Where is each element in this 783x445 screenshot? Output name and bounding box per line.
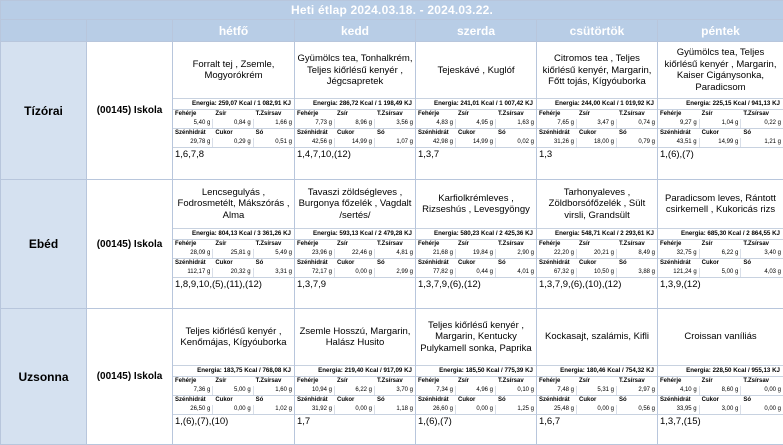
nutrition-grid-top [416, 240, 536, 259]
protein-label: Fehérje [297, 378, 319, 385]
dish-name: Teljes kiőrlésű kenyér , Kenőmájas, Kígyóuborka [180, 325, 287, 349]
nutrition-grid-bottom [173, 259, 294, 278]
sat-fat-value: 1,60 g [275, 387, 292, 394]
nutrition-grid-bottom [416, 396, 536, 415]
allergen-codes: 1,(6),(7),(10) [175, 416, 229, 428]
protein-value: 22,20 g [537, 249, 577, 258]
salt-value: 0,00 g [764, 406, 781, 413]
salt-label: Só [619, 130, 627, 137]
salt-label: Só [498, 397, 506, 404]
sugar-label: Cukor [337, 260, 355, 267]
menu-cell [416, 42, 537, 180]
carb-label: Szénhidrát [175, 260, 206, 267]
protein-label: Fehérje [175, 241, 197, 248]
menu-cell [537, 42, 658, 180]
salt-value: 1,07 g [396, 139, 413, 146]
sugar-value: 20,32 g [213, 268, 253, 277]
org-name: (00145) Iskola [87, 42, 173, 180]
sugar-value: 0,00 g [335, 268, 375, 277]
protein-value: 7,36 g [173, 386, 213, 395]
dish-name: Gyümölcs tea, Tonhalkrém, Teljes kiőrlésű kenyér , Jégcsapretek [297, 53, 413, 88]
energy-value: Energia: 228,50 Kcal / 955,13 KJ [658, 365, 783, 377]
fat-value: 25,81 g [213, 249, 253, 258]
sugar-value: 0,00 g [335, 405, 375, 414]
sugar-label: Cukor [337, 130, 355, 137]
allergen-codes: 1,3,7,9,(6),(10),(12) [539, 279, 622, 291]
sugar-label: Cukor [579, 397, 597, 404]
salt-value: 4,03 g [764, 269, 781, 276]
meal-row-snack [1, 309, 783, 445]
dish-name: Karfiolkrémleves , Rizseshús , Levesgyöngy [422, 192, 530, 216]
dish-name: Croissan vaníliás [684, 331, 757, 343]
meal-name: Tízórai [1, 42, 87, 180]
protein-label: Fehérje [660, 241, 682, 248]
allergen-codes: 1,8,9,10,(5),(11),(12) [175, 279, 262, 291]
fat-label: Zsír [215, 111, 227, 118]
salt-value: 0,79 g [638, 139, 655, 146]
fat-label: Zsír [215, 241, 227, 248]
dish-name: Zsemle Hosszú, Margarin, Halász Husito [299, 325, 411, 349]
carb-value: 26,60 g [416, 405, 456, 414]
meal-name: Uzsonna [1, 309, 87, 445]
energy-value: Energia: 259,07 Kcal / 1 082,91 KJ [173, 98, 294, 110]
sat-fat-label: T.Zsírsav [743, 111, 770, 118]
carb-label: Szénhidrát [418, 260, 449, 267]
org-header [87, 20, 173, 42]
fat-label: Zsír [458, 241, 470, 248]
nutrition-grid-top [537, 110, 657, 129]
allergen-codes: 1,7 [297, 416, 311, 428]
menu-cell [173, 42, 295, 180]
salt-label: Só [743, 397, 751, 404]
carb-value: 43,51 g [658, 138, 700, 147]
energy-value: Energia: 183,75 Kcal / 768,08 KJ [173, 365, 294, 377]
nutrition-grid-top [295, 240, 415, 259]
nutrition-grid-top [416, 377, 536, 396]
nutrition-grid-top [416, 110, 536, 129]
nutrition-grid-bottom [658, 396, 783, 415]
salt-label: Só [498, 130, 506, 137]
protein-label: Fehérje [297, 241, 319, 248]
menu-cell [173, 180, 295, 309]
org-name: (00145) Iskola [87, 180, 173, 309]
sat-fat-value: 0,22 g [764, 120, 781, 127]
menu-cell [295, 309, 416, 445]
nutrition-grid-top [658, 240, 783, 259]
allergen-codes: 1,(6),(7) [418, 416, 452, 428]
protein-label: Fehérje [539, 111, 561, 118]
sugar-label: Cukor [458, 130, 476, 137]
sugar-value: 14,99 g [700, 138, 742, 147]
carb-label: Szénhidrát [175, 397, 206, 404]
carb-value: 42,98 g [416, 138, 456, 147]
carb-value: 31,92 g [295, 405, 335, 414]
dish-name: Forralt tej , Zsemle, Mogyorókrém [192, 58, 275, 82]
menu-cell [658, 309, 783, 445]
dish-name: Citromos tea , Teljes kiőrlésű kenyér, Margarin, Főtt tojás, Kígyóuborka [542, 53, 652, 88]
sugar-value: 0,44 g [456, 268, 496, 277]
sugar-label: Cukor [701, 130, 719, 137]
sugar-value: 14,99 g [335, 138, 375, 147]
sugar-label: Cukor [215, 130, 233, 137]
nutrition-grid-bottom [173, 129, 294, 148]
nutrition-grid-bottom [537, 396, 657, 415]
fat-value: 4,95 g [456, 119, 496, 128]
allergen-codes: 1,3,9,(12) [660, 279, 701, 291]
energy-value: Energia: 286,72 Kcal / 1 198,49 KJ [295, 98, 415, 110]
carb-label: Szénhidrát [660, 130, 691, 137]
nutrition-grid-top [173, 110, 294, 129]
carb-label: Szénhidrát [660, 260, 691, 267]
fat-label: Zsír [701, 241, 713, 248]
sugar-label: Cukor [579, 260, 597, 267]
sat-fat-value: 1,63 g [517, 120, 534, 127]
menu-cell [416, 309, 537, 445]
salt-value: 1,25 g [517, 406, 534, 413]
fat-label: Zsír [337, 378, 349, 385]
sat-fat-label: T.Zsírsav [255, 111, 282, 118]
salt-label: Só [255, 397, 264, 404]
carb-value: 112,17 g [173, 268, 213, 277]
nutrition-grid-bottom [295, 396, 415, 415]
sugar-label: Cukor [458, 397, 476, 404]
salt-label: Só [377, 130, 385, 137]
menu-cell [295, 180, 416, 309]
protein-label: Fehérje [539, 241, 561, 248]
fat-label: Zsír [458, 111, 470, 118]
protein-label: Fehérje [539, 378, 561, 385]
sugar-value: 14,99 g [456, 138, 496, 147]
fat-value: 5,31 g [577, 386, 617, 395]
fat-value: 5,00 g [213, 386, 253, 395]
sat-fat-value: 5,49 g [275, 250, 292, 257]
dish-name: Tejeskávé , Kuglóf [437, 64, 515, 76]
carb-label: Szénhidrát [539, 130, 570, 137]
allergen-codes: 1,6,7,8 [175, 149, 205, 161]
menu-cell [173, 309, 295, 445]
dish-name: Gyümölcs tea, Teljes kiőrlésű kenyér , Margarin, Kaiser Cigánysonka, Paradicsom [664, 47, 777, 93]
salt-value: 1,18 g [396, 406, 413, 413]
fat-label: Zsír [337, 241, 349, 248]
nutrition-grid-top [658, 110, 783, 129]
sat-fat-value: 3,56 g [396, 120, 413, 127]
fat-value: 8,60 g [700, 386, 742, 395]
menu-cell [537, 180, 658, 309]
energy-value: Energia: 580,23 Kcal / 2 425,36 KJ [416, 228, 536, 240]
fat-value: 4,96 g [456, 386, 496, 395]
carb-label: Szénhidrát [175, 130, 206, 137]
sat-fat-value: 2,90 g [517, 250, 534, 257]
corner-header [1, 20, 87, 42]
energy-value: Energia: 593,13 Kcal / 2 479,28 KJ [295, 228, 415, 240]
salt-label: Só [377, 260, 385, 267]
fat-label: Zsír [215, 378, 227, 385]
meal-row-lunch [1, 180, 783, 309]
allergen-codes: 1,(6),(7) [660, 149, 694, 161]
protein-label: Fehérje [660, 378, 682, 385]
carb-label: Szénhidrát [418, 130, 449, 137]
sat-fat-label: T.Zsírsav [498, 378, 524, 385]
salt-value: 0,56 g [638, 406, 655, 413]
sat-fat-value: 4,81 g [396, 250, 413, 257]
nutrition-grid-bottom [295, 259, 415, 278]
nutrition-grid-bottom [658, 129, 783, 148]
fat-label: Zsír [701, 378, 713, 385]
day-header-wednesday: szerda [416, 20, 537, 42]
nutrition-grid-top [173, 377, 294, 396]
fat-value: 20,21 g [577, 249, 617, 258]
protein-value: 23,96 g [295, 249, 335, 258]
menu-cell [416, 180, 537, 309]
carb-label: Szénhidrát [539, 260, 570, 267]
salt-value: 3,88 g [638, 269, 655, 276]
carb-value: 67,32 g [537, 268, 577, 277]
menu-cell [658, 42, 783, 180]
sugar-value: 0,29 g [213, 138, 253, 147]
nutrition-grid-top [173, 240, 294, 259]
day-header-monday: hétfő [173, 20, 295, 42]
meal-name: Ebéd [1, 180, 87, 309]
fat-value: 0,84 g [213, 119, 253, 128]
energy-value: Energia: 180,46 Kcal / 754,32 KJ [537, 365, 657, 377]
carb-value: 25,48 g [537, 405, 577, 414]
dish-name: Tarhonyaleves , Zöldborsófőzelék , Sült virsli, Grandsült [548, 186, 646, 221]
fat-label: Zsír [579, 241, 591, 248]
salt-value: 2,99 g [396, 269, 413, 276]
fat-value: 3,47 g [577, 119, 617, 128]
allergen-codes: 1,3 [539, 149, 553, 161]
salt-label: Só [619, 397, 627, 404]
salt-label: Só [377, 397, 385, 404]
sat-fat-value: 3,40 g [764, 250, 781, 257]
nutrition-grid-bottom [416, 259, 536, 278]
nutrition-grid-bottom [658, 259, 783, 278]
energy-value: Energia: 685,30 Kcal / 2 864,55 KJ [658, 228, 783, 240]
energy-value: Energia: 244,00 Kcal / 1 019,92 KJ [537, 98, 657, 110]
sat-fat-value: 0,74 g [638, 120, 655, 127]
salt-value: 0,02 g [517, 139, 534, 146]
sat-fat-value: 3,70 g [396, 387, 413, 394]
protein-value: 7,48 g [537, 386, 577, 395]
energy-value: Energia: 804,13 Kcal / 3 361,26 KJ [173, 228, 294, 240]
sugar-value: 0,00 g [456, 405, 496, 414]
sat-fat-label: T.Zsírsav [498, 111, 524, 118]
fat-value: 1,04 g [700, 119, 742, 128]
fat-label: Zsír [579, 378, 591, 385]
menu-cell [658, 180, 783, 309]
allergen-codes: 1,4,7,10,(12) [297, 149, 351, 161]
protein-label: Fehérje [418, 111, 440, 118]
protein-label: Fehérje [418, 241, 440, 248]
protein-value: 7,73 g [295, 119, 335, 128]
sat-fat-label: T.Zsírsav [743, 241, 770, 248]
sugar-label: Cukor [579, 130, 597, 137]
protein-value: 28,09 g [173, 249, 213, 258]
protein-value: 4,10 g [658, 386, 700, 395]
dish-name: Paradicsom leves, Rántott csirkemell , Kukoricás rizs [665, 192, 776, 216]
sugar-value: 0,00 g [577, 405, 617, 414]
sugar-label: Cukor [701, 397, 719, 404]
sat-fat-label: T.Zsírsav [255, 241, 282, 248]
nutrition-grid-bottom [537, 129, 657, 148]
sugar-label: Cukor [337, 397, 355, 404]
carb-label: Szénhidrát [660, 397, 691, 404]
day-header-thursday: csütörtök [537, 20, 658, 42]
sat-fat-value: 1,66 g [275, 120, 292, 127]
protein-value: 21,68 g [416, 249, 456, 258]
fat-label: Zsír [458, 378, 470, 385]
carb-value: 77,82 g [416, 268, 456, 277]
protein-value: 32,75 g [658, 249, 700, 258]
carb-label: Szénhidrát [297, 260, 328, 267]
energy-value: Energia: 225,15 Kcal / 941,13 KJ [658, 98, 783, 110]
protein-label: Fehérje [297, 111, 319, 118]
sat-fat-label: T.Zsírsav [743, 378, 770, 385]
carb-label: Szénhidrát [297, 397, 328, 404]
salt-value: 3,31 g [275, 269, 292, 276]
carb-label: Szénhidrát [539, 397, 570, 404]
dish-name: Lencsegulyás , Fodrosmetélt, Mákszórás , Alma [177, 186, 290, 221]
allergen-codes: 1,6,7 [539, 416, 561, 428]
allergen-codes: 1,3,7,9,(6),(12) [418, 279, 481, 291]
meal-row-breakfast [1, 42, 783, 180]
fat-value: 19,84 g [456, 249, 496, 258]
salt-value: 0,51 g [275, 139, 292, 146]
carb-value: 33,95 g [658, 405, 700, 414]
energy-value: Energia: 548,71 Kcal / 2 293,61 KJ [537, 228, 657, 240]
page-title: Heti étlap 2024.03.18. - 2024.03.22. [1, 1, 783, 20]
sat-fat-label: T.Zsírsav [498, 241, 524, 248]
fat-label: Zsír [701, 111, 713, 118]
sugar-label: Cukor [215, 397, 233, 404]
sugar-label: Cukor [215, 260, 233, 267]
nutrition-grid-top [295, 110, 415, 129]
sugar-label: Cukor [458, 260, 476, 267]
protein-label: Fehérje [660, 111, 682, 118]
fat-label: Zsír [579, 111, 591, 118]
sat-fat-label: T.Zsírsav [377, 241, 403, 248]
nutrition-grid-bottom [173, 396, 294, 415]
fat-label: Zsír [337, 111, 349, 118]
nutrition-grid-bottom [537, 259, 657, 278]
carb-value: 42,56 g [295, 138, 335, 147]
fat-value: 6,22 g [700, 249, 742, 258]
nutrition-grid-bottom [416, 129, 536, 148]
salt-label: Só [743, 260, 751, 267]
menu-cell [537, 309, 658, 445]
sat-fat-value: 2,97 g [638, 387, 655, 394]
protein-value: 10,94 g [295, 386, 335, 395]
day-header-friday: péntek [658, 20, 783, 42]
carb-label: Szénhidrát [418, 397, 449, 404]
nutrition-grid-top [537, 240, 657, 259]
dish-name: Teljes kiőrlésű kenyér , Margarin, Kentucky Pulykamell sonka, Paprika [420, 319, 532, 354]
sat-fat-value: 0,10 g [517, 387, 534, 394]
salt-label: Só [255, 130, 264, 137]
fat-value: 22,46 g [335, 249, 375, 258]
protein-label: Fehérje [175, 378, 197, 385]
day-header-tuesday: kedd [295, 20, 416, 42]
allergen-codes: 1,3,7,9 [297, 279, 327, 291]
sugar-value: 10,50 g [577, 268, 617, 277]
fat-value: 8,96 g [335, 119, 375, 128]
protein-value: 7,65 g [537, 119, 577, 128]
protein-label: Fehérje [418, 378, 440, 385]
energy-value: Energia: 219,40 Kcal / 917,09 KJ [295, 365, 415, 377]
nutrition-grid-top [295, 377, 415, 396]
sat-fat-label: T.Zsírsav [619, 241, 645, 248]
sugar-label: Cukor [701, 260, 719, 267]
sat-fat-label: T.Zsírsav [619, 111, 645, 118]
sugar-value: 3,00 g [700, 405, 742, 414]
salt-label: Só [743, 130, 751, 137]
protein-label: Fehérje [175, 111, 197, 118]
protein-value: 5,40 g [173, 119, 213, 128]
dish-name: Kockasajt, szalámis, Kifli [544, 331, 649, 343]
salt-label: Só [619, 260, 627, 267]
sat-fat-value: 8,49 g [638, 250, 655, 257]
carb-value: 26,50 g [173, 405, 213, 414]
sat-fat-label: T.Zsírsav [377, 111, 403, 118]
energy-value: Energia: 241,01 Kcal / 1 007,42 KJ [416, 98, 536, 110]
sugar-value: 0,00 g [213, 405, 253, 414]
sat-fat-value: 0,00 g [764, 387, 781, 394]
protein-value: 9,27 g [658, 119, 700, 128]
protein-value: 4,83 g [416, 119, 456, 128]
energy-value: Energia: 185,50 Kcal / 775,39 KJ [416, 365, 536, 377]
carb-value: 29,78 g [173, 138, 213, 147]
allergen-codes: 1,3,7 [418, 149, 440, 161]
protein-value: 7,34 g [416, 386, 456, 395]
salt-value: 1,02 g [275, 406, 292, 413]
dish-name: Tavaszi zöldségleves , Burgonya főzelék , Vagdalt /sertés/ [298, 186, 412, 221]
sugar-value: 18,00 g [577, 138, 617, 147]
sat-fat-label: T.Zsírsav [619, 378, 645, 385]
sat-fat-label: T.Zsírsav [255, 378, 282, 385]
salt-value: 1,21 g [764, 139, 781, 146]
nutrition-grid-top [537, 377, 657, 396]
carb-value: 31,26 g [537, 138, 577, 147]
sat-fat-label: T.Zsírsav [377, 378, 403, 385]
carb-value: 72,17 g [295, 268, 335, 277]
carb-value: 121,24 g [658, 268, 700, 277]
salt-value: 4,01 g [517, 269, 534, 276]
salt-label: Só [255, 260, 264, 267]
fat-value: 6,22 g [335, 386, 375, 395]
salt-label: Só [498, 260, 506, 267]
sugar-value: 5,00 g [700, 268, 742, 277]
allergen-codes: 1,3,7,(15) [660, 416, 701, 428]
menu-cell [295, 42, 416, 180]
org-name: (00145) Iskola [87, 309, 173, 445]
nutrition-grid-top [658, 377, 783, 396]
nutrition-grid-bottom [295, 129, 415, 148]
carb-label: Szénhidrát [297, 130, 328, 137]
